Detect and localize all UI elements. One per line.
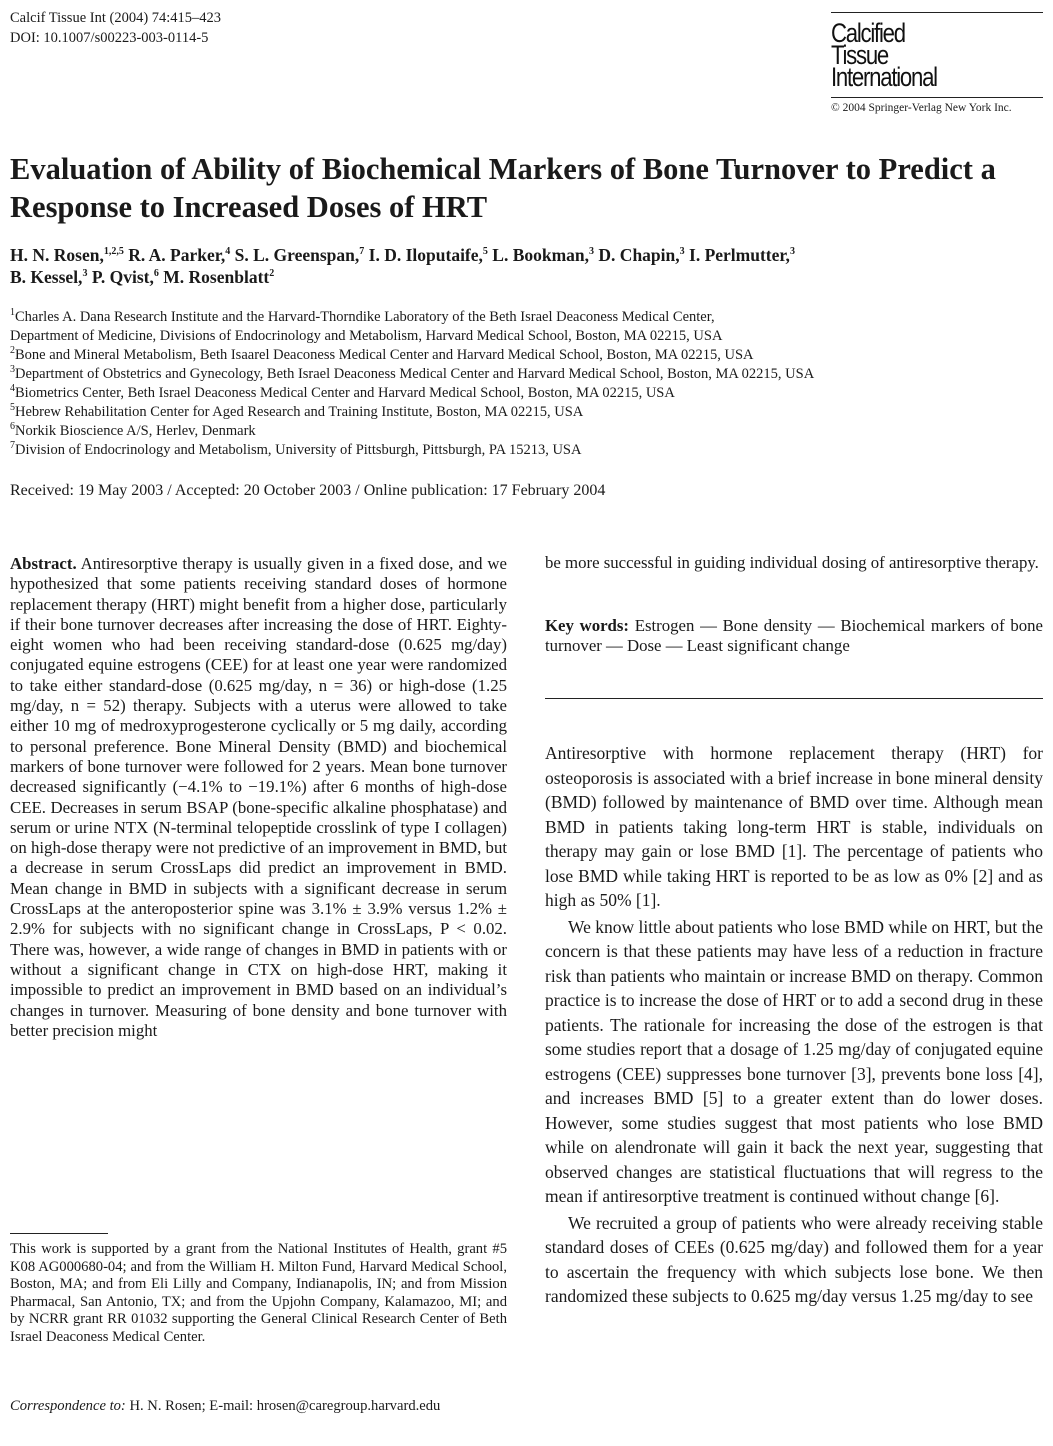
journal-citation: Calcif Tissue Int (2004) 74:415–423 bbox=[10, 10, 222, 26]
logo-line-3: International bbox=[831, 62, 937, 92]
affiliation bbox=[10, 422, 1045, 441]
logo-line-2: Tissue bbox=[831, 40, 889, 70]
intro-paragraph-1: Antiresorptive with hormone replacement therapy (HRT) for osteoporosis is associated with a brief increase in bone mineral density (BMD) followed by maintenance of BMD over time. Although mean BMD in patients taking long-term HRT is stable, individuals on therapy may gain or lose BMD [1]. The percentage of patients who lose BMD while taking HRT is reported to be as low as 0% [2] and as high as 50% [1]. bbox=[545, 743, 1043, 910]
affiliation bbox=[10, 441, 1045, 460]
author-affiliation-mark: 5 bbox=[482, 246, 488, 258]
journal-logo bbox=[831, 12, 1043, 114]
affiliation bbox=[10, 346, 1045, 365]
author bbox=[10, 267, 87, 287]
intro-paragraph-2: We know little about patients who lose BMD while on HRT, but the concern is that these patients may have less of a reduction in fracture risk than patients who maintain or increase BMD on therapy. Common practice is to increase the dose of HRT or to add a second drug in these patients. The rationale for increasing the dose of the estrogen is that some studies report that a dosage of 1.25 mg/day of conjugated equine estrogens (CEE) suppresses bone turnover [3], prevents bone loss [4], and increases BMD [5] to a greater extent than do lower doses. However, some studies suggest that most patients who lose BMD while on alendronate will gain it back the next year, suggesting that observed changes are statistical fluctuations that will regress to the mean if antiresorptive treatment is continued without change [6]. bbox=[545, 916, 1044, 1206]
affiliation-text: Biometrics Center, Beth Israel Deaconess Medical Center and Harvard Medical School, Boston, MA 02215, USA bbox=[15, 385, 675, 401]
author bbox=[235, 245, 365, 265]
affiliation-mark: 6 bbox=[10, 421, 15, 433]
author-affiliation-mark: 1,2,5 bbox=[103, 246, 124, 258]
author-list bbox=[10, 244, 1040, 288]
abstract-text: Antiresorptive therapy is usually given in a fixed dose, and we hypothesized that some patients receiving standard doses of hormone replacement therapy (HRT) might benefit from a higher dose, particularly if their bone turnover decreases after increasing the dose of HRT. Eighty-eight women who had been receiving standard-dose (0.625 mg/day) conjugated equine estrogens (CEE) for at least one year were randomized to take either standard-dose (0.625 mg/day, n = 36) or high-dose (1.25 mg/day, n = 52) therapy. Subjects with a uterus were allowed to take either 10 mg of medroxyprogesterone cyclically or 5 mg daily, according to personal preference. Bone Mineral Density (BMD) and biochemical markers of bone turnover were followed for 2 years. Mean bone turnover decreased significantly (−4.1% to −19.1%) after 6 months of high-dose CEE. Decreases in serum BSAP (bone-specific alkaline phosphatase) and serum or urine NTX (N-terminal telopeptide crosslink of type I collagen) on high-dose therapy were not predictive of an improvement in BMD, but a decrease in serum CrossLaps did predict an improvement in BMD. Mean change in BMD in subjects with a significant decrease in serum CrossLaps at the anteroposterior spine was 3.1% ± 3.9% versus 1.2% ± 2.9% for subjects with no significant change in CrossLaps, P < 0.02. There was, however, a wide range of changes in BMD in patients with or without a significant change in CTX on high-dose HRT, making it impossible to predict an improvement in BMD based on an individual’s changes in turnover. Measuring of bone density and bone turnover with better precision might bbox=[10, 554, 507, 1040]
paper-title: Evaluation of Ability of Biochemical Markers of Bone Turnover to Predict a Response to Increased Doses of HRT bbox=[10, 152, 996, 224]
abstract-label: Abstract. bbox=[10, 554, 77, 573]
keywords-text: Estrogen — Bone density — Biochemical markers of bone turnover — Dose — Least significant change bbox=[545, 616, 1043, 656]
author-name: R. A. Parker, bbox=[128, 245, 226, 265]
author-name: D. Chapin, bbox=[598, 245, 680, 265]
affiliation-mark: 5 bbox=[10, 402, 15, 414]
author-affiliation-mark: 3 bbox=[789, 246, 795, 258]
copyright: © 2004 Springer-Verlag New York Inc. bbox=[831, 97, 1043, 114]
affiliation-text: Hebrew Rehabilitation Center for Aged Research and Training Institute, Boston, MA 02215, USA bbox=[15, 404, 584, 420]
author-affiliation-mark: 6 bbox=[153, 268, 159, 280]
correspondence-note bbox=[10, 1398, 507, 1416]
author bbox=[598, 245, 684, 265]
affiliation-text: Department of Obstetrics and Gynecology, Beth Israel Deaconess Medical Center and Harvard Medical School, Boston, MA 02215, USA bbox=[15, 366, 815, 382]
affiliation-mark: 1 bbox=[10, 307, 15, 319]
footnote-divider bbox=[10, 1233, 108, 1234]
affiliation bbox=[10, 403, 1045, 422]
keywords-label: Key words: bbox=[545, 616, 630, 635]
author-name: B. Kessel, bbox=[10, 267, 83, 287]
correspondence-text: H. N. Rosen; E-mail: hrosen@caregroup.harvard.edu bbox=[129, 1398, 441, 1414]
author-affiliation-mark: 3 bbox=[589, 246, 595, 258]
author bbox=[128, 245, 230, 265]
author-affiliation-mark: 3 bbox=[82, 268, 88, 280]
author-name: L. Bookman, bbox=[492, 245, 590, 265]
author bbox=[492, 245, 594, 265]
author bbox=[92, 267, 159, 287]
introduction bbox=[545, 741, 1043, 1309]
author-affiliation-mark: 7 bbox=[359, 246, 365, 258]
author bbox=[369, 245, 488, 265]
affiliation-text: Department of Medicine, Divisions of Endocrinology and Metabolism, Harvard Medical School, Boston, MA 02215, USA bbox=[10, 328, 723, 344]
doi: DOI: 10.1007/s00223-003-0114-5 bbox=[10, 30, 209, 46]
affiliation-mark: 7 bbox=[10, 440, 15, 452]
affiliation-text: Charles A. Dana Research Institute and the Harvard-Thorndike Laboratory of the Beth Israel Deaconess Medical Center, bbox=[15, 309, 715, 325]
author-name: P. Qvist, bbox=[91, 267, 154, 287]
author-name: I. D. Iloputaife, bbox=[368, 245, 483, 265]
affiliation bbox=[10, 327, 1045, 346]
affiliation-text: Norkik Bioscience A/S, Herlev, Denmark bbox=[15, 423, 256, 439]
affiliation bbox=[10, 308, 1045, 327]
author-name: M. Rosenblatt bbox=[163, 267, 270, 287]
author bbox=[163, 267, 274, 287]
affiliation-mark: 2 bbox=[10, 345, 15, 357]
funding-note: This work is supported by a grant from the National Institutes of Health, grant #5 K08 AG000680-04; and from the William H. Milton Fund, Harvard Medical School, Boston, MA; and from Eli Lilly and Company, Indianapolis, IN; and from Mission Pharmacal, San Antonio, TX; and from the Upjohn Company, Kalamazoo, MI; and by NCRR grant RR 01032 supporting the General Clinical Research Center of Beth Israel Deaconess Medical Center. bbox=[10, 1241, 507, 1345]
journal-info bbox=[10, 8, 221, 48]
author-affiliation-mark: 3 bbox=[679, 246, 685, 258]
correspondence-label: Correspondence to: bbox=[10, 1398, 126, 1414]
author bbox=[689, 245, 795, 265]
affiliation-list bbox=[10, 308, 1045, 460]
publication-dates: Received: 19 May 2003 / Accepted: 20 October 2003 / Online publication: 17 February 2004 bbox=[10, 482, 606, 499]
author bbox=[10, 245, 124, 265]
affiliation-text: Bone and Mineral Metabolism, Beth Isaarel Deaconess Medical Center and Harvard Medical School, Boston, MA 02215, USA bbox=[15, 347, 754, 363]
author-name: S. L. Greenspan, bbox=[234, 245, 360, 265]
keywords bbox=[545, 616, 1043, 657]
author-affiliation-mark: 4 bbox=[225, 246, 231, 258]
author-affiliation-mark: 2 bbox=[269, 268, 275, 280]
abstract-continuation: be more successful in guiding individual dosing of antiresorptive therapy. bbox=[545, 553, 1039, 572]
affiliation-text: Division of Endocrinology and Metabolism, University of Pittsburgh, Pittsburgh, PA 15213, USA bbox=[15, 442, 582, 458]
logo-line-1: Calcified bbox=[831, 18, 905, 48]
affiliation-mark: 4 bbox=[10, 383, 15, 395]
author-name: I. Perlmutter, bbox=[689, 245, 790, 265]
affiliation-mark: 3 bbox=[10, 364, 15, 376]
abstract bbox=[10, 554, 507, 1041]
author-name: H. N. Rosen, bbox=[10, 245, 104, 265]
affiliation bbox=[10, 384, 1045, 403]
intro-paragraph-3: We recruited a group of patients who were already receiving stable standard doses of CEEs (0.625 mg/day) and followed them for a year to ascertain the frequency with which subjects lose bone. We then randomized these subjects to 0.625 mg/day versus 1.25 mg/day to see bbox=[545, 1212, 1043, 1306]
affiliation bbox=[10, 365, 1045, 384]
section-divider bbox=[545, 698, 1043, 699]
